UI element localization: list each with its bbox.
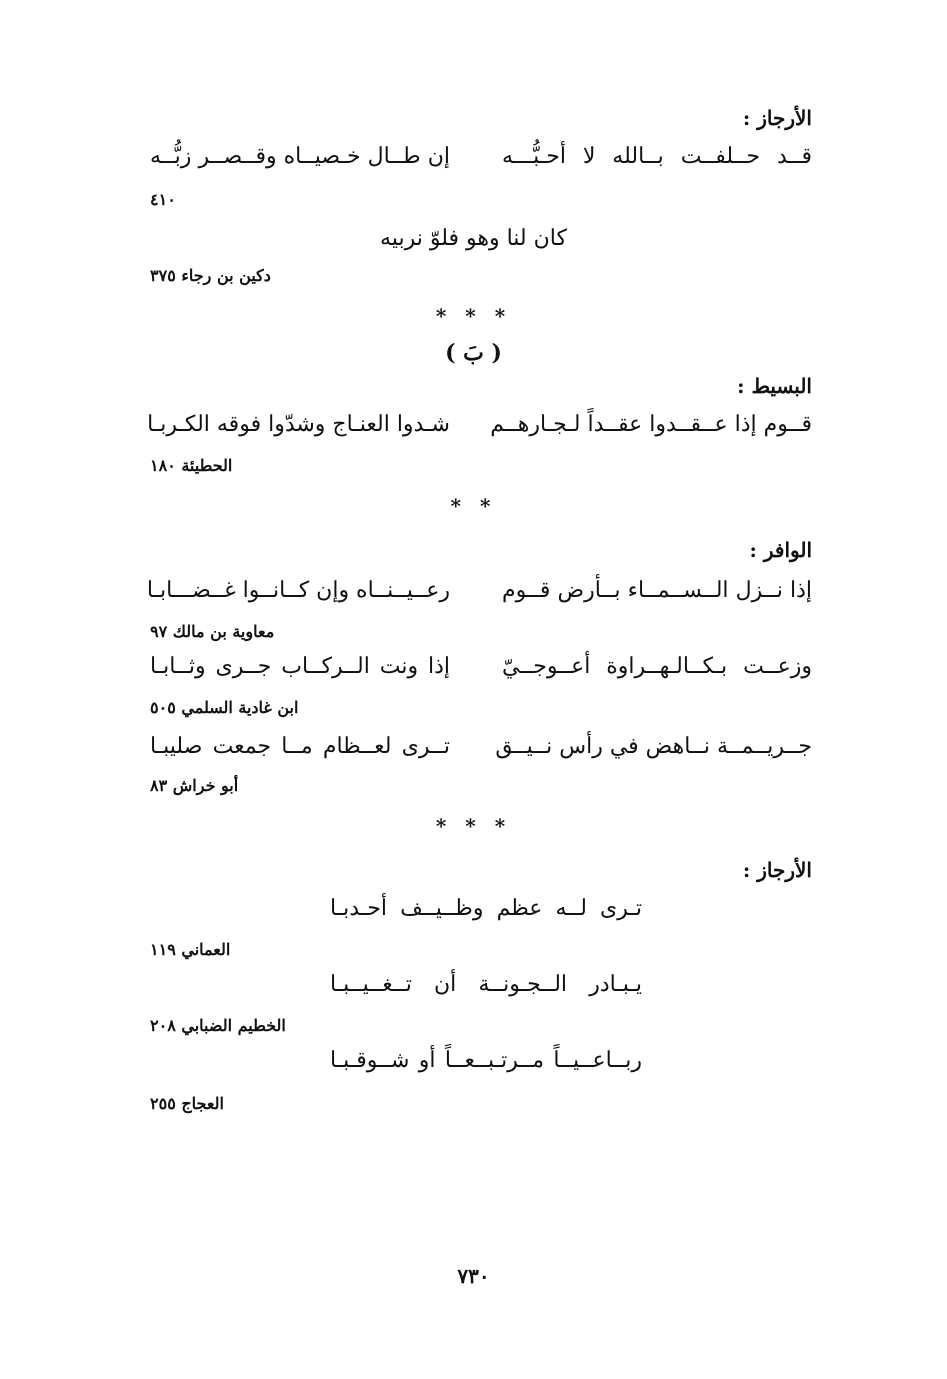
section-divider-stars: * * * <box>435 304 512 328</box>
verse-4-first-hemistich: وزعــت بـكــالـهــراوة أعــوجــيّ <box>502 654 812 679</box>
verse-5-second-hemistich: تــرى لعــظام مــا جمعت صليبـا <box>150 734 450 759</box>
page-number: ٧٣٠ <box>457 1264 490 1288</box>
verse-2-second-hemistich: شـدوا العنـاج وشدّوا فوقه الكـربـا <box>147 412 450 437</box>
attribution-dukayn: دكين بن رجاء ٣٧٥ <box>150 266 271 285</box>
rhyme-heading-ba: ( بَ ) <box>445 340 502 366</box>
attribution-umani: العماني ١١٩ <box>150 940 231 959</box>
verse-1-second-hemistich: إن طــال خـصيــاه وقــصــر زبُّــه <box>150 144 450 169</box>
rajaz-line-1: كان لنا وهو فلوّ نربيه <box>380 226 567 251</box>
verse-4-second-hemistich: إذا ونت الــركــاب جــرى وثــابـا <box>150 654 450 679</box>
section-divider-stars: * * * <box>435 814 512 838</box>
rajaz-line-4: ربــاعــيــاً مــرتـبــعــاً أو شــوقـبـا <box>330 1048 642 1073</box>
attribution-muawiya: معاوية بن مالك ٩٧ <box>150 622 275 641</box>
verse-2-first-hemistich: قــوم إذا عــقــدوا عقــداً لـجـارهــم <box>490 412 812 437</box>
section-divider-stars: * * <box>450 494 497 518</box>
meter-heading-arajiz-2: الأرجاز : <box>742 858 812 882</box>
verse-3-first-hemistich: إذا نــزل الــســمــاء بــأرض قــوم <box>502 578 812 603</box>
attribution-hutayah: الحطيئة ١٨٠ <box>150 456 233 475</box>
rajaz-line-2: تـرى لــه عظم وظــيــف أحـدبـا <box>330 896 642 921</box>
attribution-abu-khirash: أبو خراش ٨٣ <box>150 776 239 795</box>
meter-heading-arajiz-1: الأرجاز : <box>742 106 812 130</box>
attribution-khatim: الخطيم الضبابي ٢٠٨ <box>150 1016 286 1035</box>
verse-5-first-hemistich: جــريــمــة نــاهض في رأس نــيــق <box>495 734 812 759</box>
attribution-ibn-ghadiya: ابن غادية السلمي ٥٠٥ <box>150 698 299 717</box>
rajaz-line-3: يـبـادر الــجـونــة أن تــغــيــبـا <box>330 972 642 997</box>
attribution-ajjaj: العجاج ٢٥٥ <box>150 1094 224 1113</box>
meter-heading-basit: البسيط : <box>737 374 812 398</box>
verse-1-first-hemistich: قــد حــلفــت بــالله لا أحـبُّـــه <box>502 144 812 169</box>
meter-heading-wafir: الوافر : <box>749 538 812 562</box>
verse-3-second-hemistich: رعــيــنــاه وإن كــانــوا غــضـــابـا <box>146 578 450 603</box>
verse-1-reference: ٤١٠ <box>150 190 176 209</box>
